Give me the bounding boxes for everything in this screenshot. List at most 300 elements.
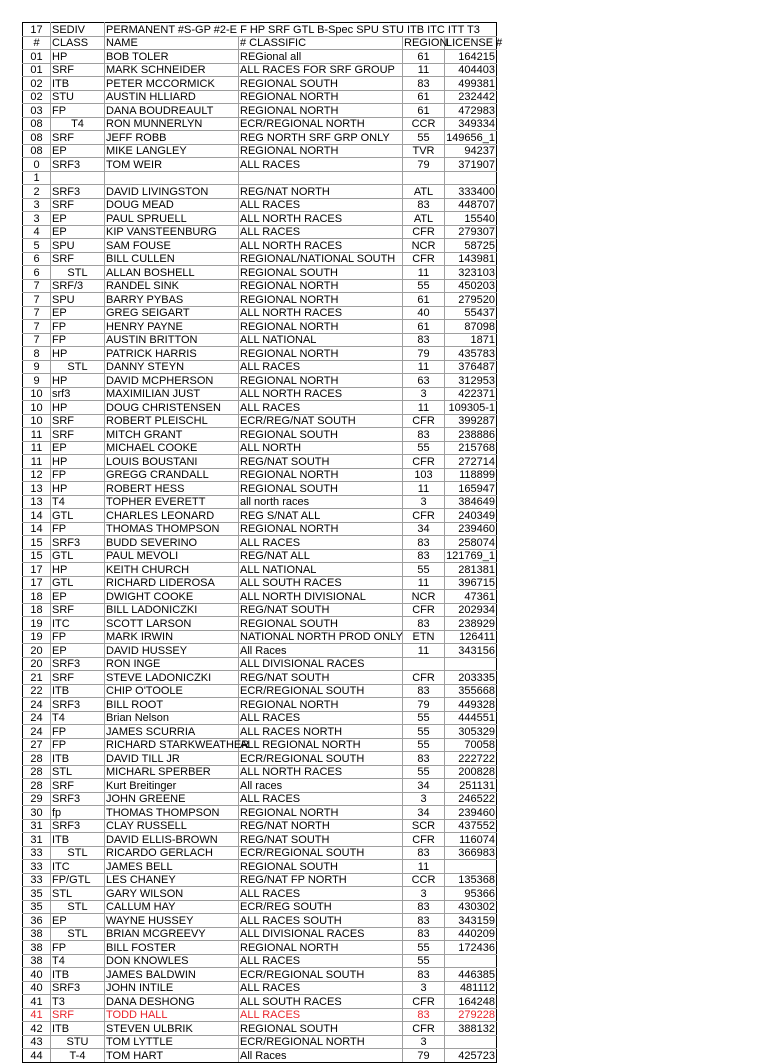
class-cell[interactable]: EP <box>51 590 105 604</box>
license-cell[interactable]: 116074 <box>445 833 497 847</box>
license-cell[interactable]: 232442 <box>445 90 497 104</box>
number-cell[interactable]: 18 <box>23 603 51 617</box>
region-cell[interactable]: TVR <box>403 144 445 158</box>
license-cell[interactable]: 240349 <box>445 509 497 523</box>
name-cell[interactable]: THOMAS THOMPSON <box>105 806 239 820</box>
name-cell[interactable]: BILL CULLEN <box>105 252 239 266</box>
number-cell[interactable]: 42 <box>23 1022 51 1036</box>
region-cell[interactable]: 83 <box>403 968 445 982</box>
region-cell[interactable]: CFR <box>403 455 445 469</box>
number-cell[interactable]: 14 <box>23 509 51 523</box>
region-cell[interactable]: ETN <box>403 630 445 644</box>
classification-cell[interactable]: REGIONAL NORTH <box>239 806 403 820</box>
class-cell[interactable]: STL <box>51 266 105 280</box>
class-cell[interactable]: STU <box>51 1035 105 1049</box>
region-cell[interactable]: 61 <box>403 50 445 64</box>
number-cell[interactable]: 1 <box>23 171 51 185</box>
license-cell[interactable]: 95366 <box>445 887 497 901</box>
number-cell[interactable]: 38 <box>23 941 51 955</box>
region-cell[interactable]: 34 <box>403 779 445 793</box>
name-cell[interactable]: JEFF ROBB <box>105 131 239 145</box>
class-cell[interactable]: SRF/3 <box>51 279 105 293</box>
name-cell[interactable]: TOM WEIR <box>105 158 239 172</box>
class-cell[interactable]: SRF3 <box>51 158 105 172</box>
region-cell[interactable]: 55 <box>403 954 445 968</box>
license-cell[interactable]: 279307 <box>445 225 497 239</box>
number-cell[interactable]: 7 <box>23 333 51 347</box>
number-cell[interactable]: 30 <box>23 806 51 820</box>
name-cell[interactable]: RICHARD STARKWEATHER <box>106 739 250 751</box>
number-cell[interactable]: 11 <box>23 441 51 455</box>
name-cell[interactable]: CALLUM HAY <box>105 900 239 914</box>
classification-cell[interactable]: ALL NORTH RACES <box>239 212 403 226</box>
class-cell[interactable]: EP <box>51 441 105 455</box>
number-cell[interactable]: 15 <box>23 536 51 550</box>
classification-cell[interactable]: REGIONAL NORTH <box>239 90 403 104</box>
region-cell[interactable]: SCR <box>403 819 445 833</box>
number-cell[interactable]: 38 <box>23 954 51 968</box>
name-cell[interactable]: JOHN INTILE <box>105 981 239 995</box>
license-cell[interactable]: 1871 <box>445 333 497 347</box>
name-cell[interactable]: DAVID ELLIS-BROWN <box>105 833 239 847</box>
license-cell[interactable]: 343156 <box>445 644 497 658</box>
classification-cell[interactable]: ALL RACES <box>239 981 403 995</box>
region-cell[interactable]: 3 <box>403 1035 445 1049</box>
name-cell[interactable]: ALLAN BOSHELL <box>105 266 239 280</box>
name-cell[interactable]: TODD HALL <box>105 1008 239 1022</box>
name-cell[interactable]: BILL ROOT <box>105 698 239 712</box>
classification-cell[interactable]: REGIONAL NORTH <box>239 522 403 536</box>
name-cell[interactable]: JOHN GREENE <box>105 792 239 806</box>
license-cell[interactable]: 425723 <box>445 1049 497 1063</box>
classification-cell[interactable]: All races <box>239 779 403 793</box>
class-cell[interactable]: FP <box>51 468 105 482</box>
class-cell[interactable]: SRF <box>51 414 105 428</box>
name-cell[interactable]: BILL FOSTER <box>105 941 239 955</box>
region-cell[interactable]: 3 <box>403 495 445 509</box>
class-cell[interactable]: EP <box>51 225 105 239</box>
classification-cell[interactable]: REG/NAT SOUTH <box>239 671 403 685</box>
license-cell[interactable]: 222722 <box>445 752 497 766</box>
license-cell[interactable] <box>445 954 497 968</box>
license-cell[interactable]: 238929 <box>445 617 497 631</box>
classification-cell[interactable]: REGIONAL SOUTH <box>239 428 403 442</box>
number-cell[interactable]: 14 <box>23 522 51 536</box>
number-cell[interactable]: 20 <box>23 644 51 658</box>
region-cell[interactable]: 11 <box>403 266 445 280</box>
class-cell[interactable]: SRF <box>51 131 105 145</box>
license-cell[interactable]: 94237 <box>445 144 497 158</box>
name-cell[interactable]: DAVID TILL JR <box>105 752 239 766</box>
number-cell[interactable]: 27 <box>23 738 51 752</box>
license-cell[interactable]: 47361 <box>445 590 497 604</box>
class-cell[interactable]: ITB <box>51 1022 105 1036</box>
license-cell[interactable]: 202934 <box>445 603 497 617</box>
class-cell[interactable]: GTL <box>51 509 105 523</box>
class-cell[interactable]: HP <box>51 455 105 469</box>
class-cell[interactable]: FP <box>51 320 105 334</box>
class-cell[interactable]: SRF <box>51 198 105 212</box>
name-cell[interactable]: BILL LADONICZKI <box>105 603 239 617</box>
number-cell[interactable]: 35 <box>23 887 51 901</box>
name-cell[interactable]: LOUIS BOUSTANI <box>105 455 239 469</box>
class-cell[interactable]: SRF <box>51 252 105 266</box>
class-cell[interactable]: SRF3 <box>51 981 105 995</box>
number-cell[interactable]: 35 <box>23 900 51 914</box>
number-cell[interactable]: 44 <box>23 1049 51 1063</box>
license-cell[interactable]: 446385 <box>445 968 497 982</box>
classification-cell[interactable]: REGIONAL SOUTH <box>239 860 403 874</box>
number-cell[interactable]: 10 <box>23 414 51 428</box>
region-cell[interactable]: 83 <box>403 428 445 442</box>
license-cell[interactable]: 203335 <box>445 671 497 685</box>
classification-cell[interactable]: ECR/REGIONAL NORTH <box>239 117 403 131</box>
number-cell[interactable]: 24 <box>23 725 51 739</box>
region-cell[interactable]: 55 <box>403 563 445 577</box>
class-cell[interactable]: GTL <box>51 576 105 590</box>
classification-cell[interactable]: REG/NAT ALL <box>239 549 403 563</box>
license-cell[interactable]: 15540 <box>445 212 497 226</box>
region-cell[interactable]: 55 <box>403 711 445 725</box>
region-cell[interactable]: 40 <box>403 306 445 320</box>
region-cell[interactable]: 3 <box>403 887 445 901</box>
number-cell[interactable]: 11 <box>23 455 51 469</box>
name-cell[interactable]: DANNY STEYN <box>105 360 239 374</box>
license-cell[interactable]: 164248 <box>445 995 497 1009</box>
classification-cell[interactable]: REGIONAL SOUTH <box>239 482 403 496</box>
class-cell[interactable]: SPU <box>51 239 105 253</box>
class-cell[interactable]: FP <box>51 104 105 118</box>
license-cell[interactable]: 422371 <box>445 387 497 401</box>
number-cell[interactable]: 41 <box>23 995 51 1009</box>
classification-cell[interactable]: ALL RACES FOR SRF GROUP <box>239 63 403 77</box>
number-cell[interactable]: 03 <box>23 104 51 118</box>
class-cell[interactable]: SRF <box>51 779 105 793</box>
name-cell[interactable]: MARK SCHNEIDER <box>105 63 239 77</box>
class-cell[interactable]: HP <box>51 347 105 361</box>
name-cell[interactable]: MITCH GRANT <box>105 428 239 442</box>
license-cell[interactable] <box>445 171 497 185</box>
classification-cell[interactable]: REGIONAL NORTH <box>239 144 403 158</box>
class-cell[interactable]: SPU <box>51 293 105 307</box>
class-cell[interactable]: FP <box>51 522 105 536</box>
name-cell[interactable]: PATRICK HARRIS <box>105 347 239 361</box>
region-cell[interactable]: 83 <box>403 549 445 563</box>
name-cell[interactable]: DAVID MCPHERSON <box>105 374 239 388</box>
classification-cell[interactable]: ALL NORTH RACES <box>239 306 403 320</box>
classification-cell[interactable]: REGIONAL NORTH <box>239 468 403 482</box>
title-cell[interactable]: PERMANENT #S-GP #2-E F HP SRF GTL B-Spec SPU STU ITB ITC ITT T3 <box>105 23 497 37</box>
classification-cell[interactable]: REGIONAL NORTH <box>239 293 403 307</box>
classification-cell[interactable]: REG/NAT SOUTH <box>239 833 403 847</box>
name-cell[interactable]: KEITH CHURCH <box>105 563 239 577</box>
region-cell[interactable]: 11 <box>403 860 445 874</box>
class-cell[interactable]: SRF <box>51 671 105 685</box>
class-cell[interactable]: FP <box>51 630 105 644</box>
classification-cell[interactable]: ALL RACES <box>239 887 403 901</box>
classification-cell[interactable]: REGIONAL SOUTH <box>239 77 403 91</box>
number-cell[interactable]: 3 <box>23 212 51 226</box>
number-cell[interactable]: 41 <box>23 1008 51 1022</box>
class-cell[interactable]: STL <box>51 927 105 941</box>
name-cell[interactable]: PETER MCCORMICK <box>105 77 239 91</box>
license-cell[interactable]: 55437 <box>445 306 497 320</box>
name-cell[interactable]: STEVEN ULBRIK <box>105 1022 239 1036</box>
classification-cell[interactable]: REG/NAT NORTH <box>239 185 403 199</box>
name-cell[interactable]: ROBERT HESS <box>105 482 239 496</box>
number-cell[interactable]: 15 <box>23 549 51 563</box>
region-cell[interactable]: 3 <box>403 387 445 401</box>
name-cell[interactable]: SCOTT LARSON <box>105 617 239 631</box>
classification-cell[interactable]: ALL NATIONAL <box>239 333 403 347</box>
classification-cell[interactable]: ALL NORTH <box>239 441 403 455</box>
classification-cell[interactable]: ALL NORTH DIVISIONAL <box>239 590 403 604</box>
region-cell[interactable]: 83 <box>403 927 445 941</box>
classification-cell[interactable]: REGIONAL/NATIONAL SOUTH <box>239 252 403 266</box>
number-cell[interactable]: 18 <box>23 590 51 604</box>
name-cell[interactable]: TOM HART <box>105 1049 239 1063</box>
number-cell[interactable]: 7 <box>23 293 51 307</box>
number-cell[interactable]: 7 <box>23 306 51 320</box>
license-cell[interactable]: 272714 <box>445 455 497 469</box>
number-cell[interactable]: 33 <box>23 873 51 887</box>
classification-cell[interactable]: ALL RACES <box>239 711 403 725</box>
name-cell[interactable]: Kurt Breitinger <box>105 779 239 793</box>
class-cell[interactable]: T4 <box>51 495 105 509</box>
header-region[interactable]: REGION <box>404 37 448 49</box>
license-cell[interactable]: 279228 <box>445 1008 497 1022</box>
name-cell[interactable]: PAUL MEVOLI <box>105 549 239 563</box>
class-cell[interactable]: EP <box>51 306 105 320</box>
region-cell[interactable]: 61 <box>403 90 445 104</box>
class-cell[interactable]: GTL <box>51 549 105 563</box>
license-cell[interactable]: 239460 <box>445 522 497 536</box>
license-cell[interactable]: 135368 <box>445 873 497 887</box>
region-cell[interactable]: NCR <box>403 590 445 604</box>
class-cell[interactable]: HP <box>51 482 105 496</box>
region-cell[interactable]: CFR <box>403 252 445 266</box>
classification-cell[interactable]: ALL NORTH RACES <box>239 387 403 401</box>
classification-cell[interactable]: ALL SOUTH RACES <box>239 576 403 590</box>
license-cell[interactable]: 164215 <box>445 50 497 64</box>
class-cell[interactable]: srf3 <box>51 387 105 401</box>
number-cell[interactable]: 2 <box>23 185 51 199</box>
license-cell[interactable]: 448707 <box>445 198 497 212</box>
region-cell[interactable]: 61 <box>403 320 445 334</box>
region-cell[interactable]: 61 <box>403 293 445 307</box>
license-cell[interactable]: 258074 <box>445 536 497 550</box>
number-cell[interactable]: 33 <box>23 846 51 860</box>
license-cell[interactable]: 121769_1 <box>446 550 496 562</box>
number-cell[interactable]: 5 <box>23 239 51 253</box>
number-cell[interactable]: 08 <box>23 117 51 131</box>
license-cell[interactable]: 305329 <box>445 725 497 739</box>
classification-cell[interactable]: REG S/NAT ALL <box>239 509 403 523</box>
classification-cell[interactable]: REGIONAL NORTH <box>239 279 403 293</box>
license-cell[interactable]: 481112 <box>445 981 497 995</box>
region-cell[interactable]: ATL <box>403 185 445 199</box>
classification-cell[interactable]: ECR/REGIONAL SOUTH <box>239 846 403 860</box>
class-cell[interactable]: ITB <box>51 968 105 982</box>
name-cell[interactable]: DANA BOUDREAULT <box>105 104 239 118</box>
classification-cell[interactable]: ALL NATIONAL <box>239 563 403 577</box>
region-cell[interactable]: 11 <box>403 360 445 374</box>
title-number-cell[interactable]: 17 <box>23 23 51 37</box>
name-cell[interactable]: RANDEL SINK <box>105 279 239 293</box>
class-cell[interactable]: STL <box>51 887 105 901</box>
number-cell[interactable]: 38 <box>23 927 51 941</box>
name-cell[interactable]: AUSTIN BRITTON <box>105 333 239 347</box>
license-cell[interactable]: 355668 <box>445 684 497 698</box>
classification-cell[interactable]: REGIONAL SOUTH <box>239 1022 403 1036</box>
classification-cell[interactable]: all north races <box>239 495 403 509</box>
class-cell[interactable]: HP <box>51 401 105 415</box>
region-cell[interactable]: 83 <box>403 752 445 766</box>
region-cell[interactable]: 55 <box>403 941 445 955</box>
classification-cell[interactable]: ALL SOUTH RACES <box>239 995 403 1009</box>
classification-cell[interactable]: REGIONAL NORTH <box>239 347 403 361</box>
license-cell[interactable]: 312953 <box>445 374 497 388</box>
class-cell[interactable]: EP <box>51 914 105 928</box>
number-cell[interactable]: 40 <box>23 968 51 982</box>
number-cell[interactable]: 28 <box>23 752 51 766</box>
number-cell[interactable]: 8 <box>23 347 51 361</box>
region-cell[interactable]: 79 <box>403 347 445 361</box>
region-cell[interactable]: 63 <box>403 374 445 388</box>
class-cell[interactable]: FP/GTL <box>51 873 105 887</box>
region-cell[interactable]: 11 <box>403 401 445 415</box>
region-cell[interactable]: 11 <box>403 63 445 77</box>
number-cell[interactable]: 13 <box>23 495 51 509</box>
number-cell[interactable]: 40 <box>23 981 51 995</box>
license-cell[interactable]: 149656_1 <box>446 131 496 144</box>
region-cell[interactable]: 55 <box>403 131 445 145</box>
name-cell[interactable]: RON INGE <box>105 657 239 671</box>
name-cell[interactable]: JAMES SCURRIA <box>105 725 239 739</box>
class-cell[interactable]: SRF3 <box>51 536 105 550</box>
region-cell[interactable] <box>403 657 445 671</box>
class-cell[interactable]: ITB <box>51 833 105 847</box>
classification-cell[interactable]: ECR/REGIONAL SOUTH <box>239 684 403 698</box>
name-cell[interactable]: TOM LYTTLE <box>105 1035 239 1049</box>
name-cell[interactable]: CLAY RUSSELL <box>105 819 239 833</box>
class-cell[interactable] <box>51 171 105 185</box>
license-cell[interactable]: 126411 <box>445 630 497 644</box>
license-cell[interactable]: 172436 <box>445 941 497 955</box>
region-cell[interactable]: 83 <box>403 77 445 91</box>
name-cell[interactable]: LES CHANEY <box>105 873 239 887</box>
class-cell[interactable]: SRF <box>51 603 105 617</box>
class-cell[interactable]: EP <box>51 144 105 158</box>
classification-cell[interactable]: REGIONAL SOUTH <box>239 266 403 280</box>
classification-cell[interactable]: ALL RACES <box>239 954 403 968</box>
name-cell[interactable]: ROBERT PLEISCHL <box>105 414 239 428</box>
number-cell[interactable]: 24 <box>23 711 51 725</box>
classification-cell[interactable]: All Races <box>239 644 403 658</box>
class-cell[interactable]: SRF3 <box>51 792 105 806</box>
header-name[interactable]: NAME <box>105 36 239 50</box>
license-cell[interactable]: 384649 <box>445 495 497 509</box>
name-cell[interactable]: GREGG CRANDALL <box>105 468 239 482</box>
region-cell[interactable]: 83 <box>403 1008 445 1022</box>
license-cell[interactable]: 499381 <box>445 77 497 91</box>
class-cell[interactable]: STL <box>51 360 105 374</box>
classification-cell[interactable]: ALL RACES <box>239 360 403 374</box>
license-cell[interactable]: 404403 <box>445 63 497 77</box>
classification-cell[interactable]: ALL RACES <box>239 158 403 172</box>
classification-cell[interactable] <box>239 171 403 185</box>
number-cell[interactable]: 28 <box>23 765 51 779</box>
number-cell[interactable]: 7 <box>23 279 51 293</box>
classification-cell[interactable]: ALL RACES <box>239 198 403 212</box>
name-cell[interactable]: DANA DESHONG <box>105 995 239 1009</box>
name-cell[interactable]: PAUL SPRUELL <box>105 212 239 226</box>
class-cell[interactable]: ITC <box>51 860 105 874</box>
name-cell[interactable]: MICHARL SPERBER <box>105 765 239 779</box>
number-cell[interactable]: 28 <box>23 779 51 793</box>
region-cell[interactable]: 83 <box>403 617 445 631</box>
name-cell[interactable]: DAVID LIVINGSTON <box>105 185 239 199</box>
region-cell[interactable]: 11 <box>403 576 445 590</box>
number-cell[interactable]: 4 <box>23 225 51 239</box>
region-cell[interactable]: 83 <box>403 846 445 860</box>
name-cell[interactable]: DON KNOWLES <box>105 954 239 968</box>
region-cell[interactable]: NCR <box>403 239 445 253</box>
name-cell[interactable]: WAYNE HUSSEY <box>105 914 239 928</box>
classification-cell[interactable]: ALL RACES <box>239 1008 403 1022</box>
region-cell[interactable]: CFR <box>403 833 445 847</box>
classification-cell[interactable]: NATIONAL NORTH PROD ONLY <box>240 631 403 643</box>
license-cell[interactable]: 349334 <box>445 117 497 131</box>
region-cell[interactable]: 83 <box>403 914 445 928</box>
class-cell[interactable]: ITB <box>51 684 105 698</box>
number-cell[interactable]: 19 <box>23 630 51 644</box>
name-cell[interactable]: BRIAN MCGREEVY <box>105 927 239 941</box>
region-cell[interactable]: 3 <box>403 792 445 806</box>
license-cell[interactable]: 399287 <box>445 414 497 428</box>
number-cell[interactable]: 17 <box>23 563 51 577</box>
region-cell[interactable]: 79 <box>403 158 445 172</box>
region-cell[interactable]: CCR <box>403 117 445 131</box>
number-cell[interactable]: 19 <box>23 617 51 631</box>
region-cell[interactable]: CFR <box>403 995 445 1009</box>
region-cell[interactable]: 55 <box>403 441 445 455</box>
name-cell[interactable]: CHARLES LEONARD <box>105 509 239 523</box>
region-cell[interactable]: 103 <box>403 468 445 482</box>
classification-cell[interactable]: ALL DIVISIONAL RACES <box>239 657 403 671</box>
class-cell[interactable]: EP <box>51 644 105 658</box>
class-cell[interactable]: fp <box>51 806 105 820</box>
header-license[interactable]: LICENSE # <box>446 37 503 49</box>
name-cell[interactable]: THOMAS THOMPSON <box>105 522 239 536</box>
region-cell[interactable]: CFR <box>403 509 445 523</box>
classification-cell[interactable]: All Races <box>239 1049 403 1063</box>
name-cell[interactable]: RICHARD LIDEROSA <box>105 576 239 590</box>
name-cell[interactable]: DAVID HUSSEY <box>105 644 239 658</box>
license-cell[interactable]: 323103 <box>445 266 497 280</box>
number-cell[interactable]: 10 <box>23 387 51 401</box>
number-cell[interactable]: 43 <box>23 1035 51 1049</box>
classification-cell[interactable]: REG/NAT SOUTH <box>239 455 403 469</box>
name-cell[interactable]: GARY WILSON <box>105 887 239 901</box>
classification-cell[interactable]: ALL NORTH RACES <box>239 765 403 779</box>
name-cell[interactable]: DOUG CHRISTENSEN <box>105 401 239 415</box>
class-cell[interactable]: HP <box>51 563 105 577</box>
number-cell[interactable]: 20 <box>23 657 51 671</box>
class-cell[interactable]: STL <box>51 846 105 860</box>
class-cell[interactable]: SRF <box>51 63 105 77</box>
license-cell[interactable]: 343159 <box>445 914 497 928</box>
